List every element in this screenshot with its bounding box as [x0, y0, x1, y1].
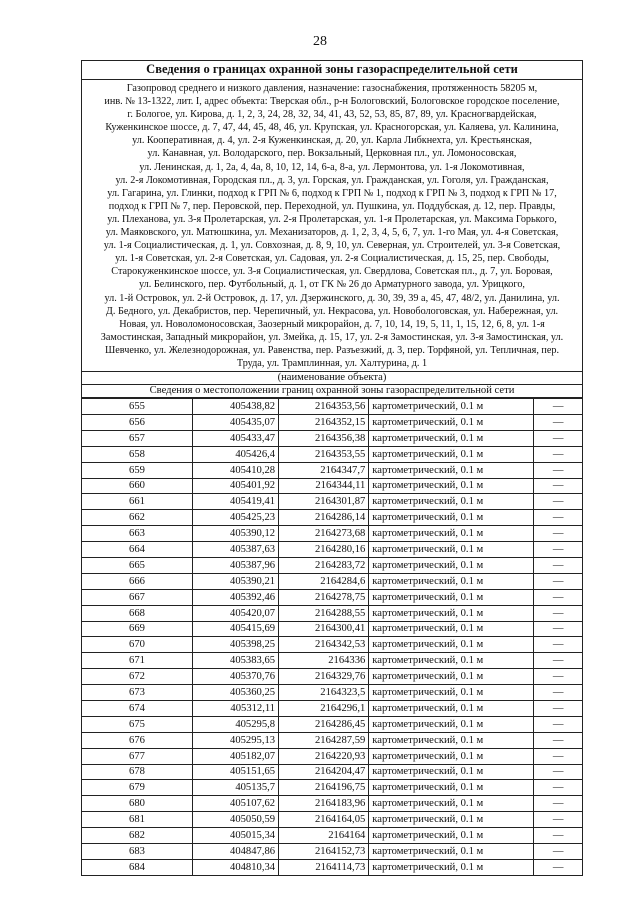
- x-coordinate-cell: 405360,25: [192, 685, 278, 701]
- method-cell: картометрический, 0.1 м: [369, 542, 534, 558]
- coordinates-table: [81, 398, 583, 876]
- table-row: [82, 812, 583, 828]
- location-caption: Сведения о местоположении границ охранной зоны газораспределительной сети: [81, 385, 583, 398]
- method-cell: картометрический, 0.1 м: [369, 764, 534, 780]
- point-number-cell: 673: [82, 685, 193, 701]
- point-number-cell: 656: [82, 414, 193, 430]
- table-row: [82, 780, 583, 796]
- description-line: Д. Бедного, ул. Декабристов, пер. Черепичный, ул. Некрасова, ул. Новобологовская, ул. Набережная, ул.: [105, 305, 559, 317]
- y-coordinate-cell: 2164164,05: [279, 812, 369, 828]
- y-coordinate-cell: 2164280,16: [279, 542, 369, 558]
- method-cell: картометрический, 0.1 м: [369, 859, 534, 875]
- dash-cell: —: [534, 716, 583, 732]
- dash-cell: —: [534, 462, 583, 478]
- point-number-cell: 670: [82, 637, 193, 653]
- x-coordinate-cell: 405392,46: [192, 589, 278, 605]
- point-number-cell: 682: [82, 828, 193, 844]
- y-coordinate-cell: 2164329,76: [279, 669, 369, 685]
- table-row: [82, 653, 583, 669]
- table-row: [82, 605, 583, 621]
- description-line: Газопровод среднего и низкого давления, назначение: газоснабжения, протяженность 58205 м,: [126, 83, 538, 94]
- method-cell: картометрический, 0.1 м: [369, 828, 534, 844]
- method-cell: картометрический, 0.1 м: [369, 573, 534, 589]
- y-coordinate-cell: 2164336: [279, 653, 369, 669]
- method-cell: картометрический, 0.1 м: [369, 430, 534, 446]
- table-row: [82, 542, 583, 558]
- method-cell: картометрический, 0.1 м: [369, 653, 534, 669]
- description-line: Труда, ул. Трамплинная, ул. Халтурина, д. 1: [236, 357, 428, 369]
- table-row: [82, 446, 583, 462]
- table-row: [82, 414, 583, 430]
- dash-cell: —: [534, 685, 583, 701]
- description-line: ул. Маяковского, ул. Матюшкина, ул. Механизаторов, д. 1, 2, 3, 4, 5, 6, 7, ул. 1-го Мая, ул. 4-я Советская,: [105, 227, 559, 239]
- table-row: [82, 859, 583, 875]
- dash-cell: —: [534, 653, 583, 669]
- table-row: [82, 478, 583, 494]
- point-number-cell: 684: [82, 859, 193, 875]
- point-number-cell: 657: [82, 430, 193, 446]
- dash-cell: —: [534, 510, 583, 526]
- x-coordinate-cell: 405433,47: [192, 430, 278, 446]
- method-cell: картометрический, 0.1 м: [369, 589, 534, 605]
- table-row: [82, 399, 583, 415]
- dash-cell: —: [534, 446, 583, 462]
- y-coordinate-cell: 2164164: [279, 828, 369, 844]
- y-coordinate-cell: 2164347,7: [279, 462, 369, 478]
- x-coordinate-cell: 405151,65: [192, 764, 278, 780]
- dash-cell: —: [534, 764, 583, 780]
- x-coordinate-cell: 405435,07: [192, 414, 278, 430]
- method-cell: картометрический, 0.1 м: [369, 557, 534, 573]
- dash-cell: —: [534, 859, 583, 875]
- dash-cell: —: [534, 669, 583, 685]
- description-line: инв. № 13-1322, лит. I, адрес объекта: Тверская обл., р-н Бологовский, Бологовское городское поселение,: [104, 96, 560, 108]
- table-row: [82, 573, 583, 589]
- table-row: [82, 589, 583, 605]
- x-coordinate-cell: 405107,62: [192, 796, 278, 812]
- table-row: [82, 748, 583, 764]
- x-coordinate-cell: 405050,59: [192, 812, 278, 828]
- point-number-cell: 665: [82, 557, 193, 573]
- method-cell: картометрический, 0.1 м: [369, 780, 534, 796]
- table-row: [82, 796, 583, 812]
- dash-cell: —: [534, 780, 583, 796]
- y-coordinate-cell: 2164300,41: [279, 621, 369, 637]
- x-coordinate-cell: 405387,63: [192, 542, 278, 558]
- method-cell: картометрический, 0.1 м: [369, 732, 534, 748]
- description-line: ул. Плеханова, ул. 3-я Пролетарская, ул. 2-я Пролетарская, ул. 1-я Пролетарская, ул. Максима Горького,: [107, 213, 557, 225]
- point-number-cell: 668: [82, 605, 193, 621]
- y-coordinate-cell: 2164284,6: [279, 573, 369, 589]
- object-description: [81, 80, 583, 372]
- y-coordinate-cell: 2164286,45: [279, 716, 369, 732]
- method-cell: картометрический, 0.1 м: [369, 510, 534, 526]
- description-line: ул. Канавная, ул. Володарского, пер. Вокзальный, Церковная пл., ул. Ломоносовская,: [147, 148, 517, 160]
- dash-cell: —: [534, 557, 583, 573]
- y-coordinate-cell: 2164204,47: [279, 764, 369, 780]
- y-coordinate-cell: 2164196,75: [279, 780, 369, 796]
- table-row: [82, 685, 583, 701]
- table-row: [82, 764, 583, 780]
- point-number-cell: 663: [82, 526, 193, 542]
- point-number-cell: 676: [82, 732, 193, 748]
- y-coordinate-cell: 2164301,87: [279, 494, 369, 510]
- point-number-cell: 664: [82, 542, 193, 558]
- table-row: [82, 557, 583, 573]
- dash-cell: —: [534, 796, 583, 812]
- x-coordinate-cell: 405438,82: [192, 399, 278, 415]
- description-line: ул. 1-й Островок, ул. 2-й Островок, д. 17, ул. Дзержинского, д. 30, 39, 39 а, 45, 47, 48/2, ул. Данилина, ул.: [104, 292, 560, 304]
- point-number-cell: 655: [82, 399, 193, 415]
- method-cell: картометрический, 0.1 м: [369, 796, 534, 812]
- point-number-cell: 683: [82, 844, 193, 860]
- table-row: [82, 621, 583, 637]
- dash-cell: —: [534, 399, 583, 415]
- x-coordinate-cell: 405390,12: [192, 526, 278, 542]
- x-coordinate-cell: 405415,69: [192, 621, 278, 637]
- method-cell: картометрический, 0.1 м: [369, 844, 534, 860]
- y-coordinate-cell: 2164344,11: [279, 478, 369, 494]
- y-coordinate-cell: 2164342,53: [279, 637, 369, 653]
- point-number-cell: 669: [82, 621, 193, 637]
- x-coordinate-cell: 405398,25: [192, 637, 278, 653]
- x-coordinate-cell: 405383,65: [192, 653, 278, 669]
- method-cell: картометрический, 0.1 м: [369, 748, 534, 764]
- description-line: Замостинская, Западный микрорайон, ул. Змейка, д. 15, 17, ул. 2-я Замостинская, ул. 3-я Замостинская, ул.: [100, 331, 564, 343]
- x-coordinate-cell: 405420,07: [192, 605, 278, 621]
- point-number-cell: 659: [82, 462, 193, 478]
- description-line: ул. Белинского, пер. Футбольный, д. 1, от ГК № 26 до Арматурного завода, ул. Урицкого,: [139, 279, 525, 291]
- dash-cell: —: [534, 621, 583, 637]
- y-coordinate-cell: 2164288,55: [279, 605, 369, 621]
- description-line: Куженкинское шоссе, д. 7, 47, 44, 45, 48, 46, ул. Крупская, ул. Красногорская, ул. Каляева, ул. Калинина,: [105, 122, 559, 134]
- point-number-cell: 681: [82, 812, 193, 828]
- dash-cell: —: [534, 494, 583, 510]
- point-number-cell: 658: [82, 446, 193, 462]
- method-cell: картометрический, 0.1 м: [369, 700, 534, 716]
- x-coordinate-cell: 405295,13: [192, 732, 278, 748]
- description-line: ул. Кооперативная, д. 4, ул. 2-я Куженкинская, д. 20, ул. Карла Либкнехта, ул. Крестьянская,: [132, 135, 532, 147]
- point-number-cell: 672: [82, 669, 193, 685]
- method-cell: картометрический, 0.1 м: [369, 669, 534, 685]
- description-line: Старокуженкинское шоссе, ул. 3-я Социалистическая, ул. Свердлова, Советская пл., д. 7, ул. Боровая,: [111, 266, 553, 278]
- point-number-cell: 660: [82, 478, 193, 494]
- dash-cell: —: [534, 542, 583, 558]
- description-line: г. Бологое, ул. Кирова, д. 1, 2, 3, 24, 28, 32, 34, 41, 43, 52, 53, 85, 87, 89, ул. Красногвардейская,: [127, 109, 537, 121]
- y-coordinate-cell: 2164323,5: [279, 685, 369, 701]
- x-coordinate-cell: 405015,34: [192, 828, 278, 844]
- table-row: [82, 700, 583, 716]
- point-number-cell: 678: [82, 764, 193, 780]
- x-coordinate-cell: 405410,28: [192, 462, 278, 478]
- dash-cell: —: [534, 605, 583, 621]
- point-number-cell: 677: [82, 748, 193, 764]
- dash-cell: —: [534, 748, 583, 764]
- description-line: Новая, ул. Новоломоносовская, Заозерный микрорайон, д. 7, 10, 14, 19, 5, 11, 1, 15, 12, 6, 8, ул. 1-я: [119, 318, 545, 330]
- y-coordinate-cell: 2164183,96: [279, 796, 369, 812]
- x-coordinate-cell: 405312,11: [192, 700, 278, 716]
- x-coordinate-cell: 405182,07: [192, 748, 278, 764]
- dash-cell: —: [534, 478, 583, 494]
- description-line: ул. Гагарина, ул. Глинки, подход к ГРП № 6, подход к ГРП № 1, подход к ГРП № 3, подход к ГРП № 17,: [107, 187, 557, 199]
- table-row: [82, 494, 583, 510]
- y-coordinate-cell: 2164352,15: [279, 414, 369, 430]
- table-row: [82, 462, 583, 478]
- dash-cell: —: [534, 828, 583, 844]
- y-coordinate-cell: 2164287,59: [279, 732, 369, 748]
- x-coordinate-cell: 405425,23: [192, 510, 278, 526]
- x-coordinate-cell: 405135,7: [192, 780, 278, 796]
- x-coordinate-cell: 405390,21: [192, 573, 278, 589]
- description-line: ул. 1-я Советская, ул. 2-я Советская, ул. Садовая, ул. 2-я Социалистическая, д. 15, 25, пер. Свободы,: [115, 253, 549, 265]
- table-row: [82, 716, 583, 732]
- method-cell: картометрический, 0.1 м: [369, 685, 534, 701]
- method-cell: картометрический, 0.1 м: [369, 526, 534, 542]
- x-coordinate-cell: 405295,8: [192, 716, 278, 732]
- method-cell: картометрический, 0.1 м: [369, 812, 534, 828]
- dash-cell: —: [534, 526, 583, 542]
- page-number: 28: [313, 34, 327, 49]
- method-cell: картометрический, 0.1 м: [369, 462, 534, 478]
- method-cell: картометрический, 0.1 м: [369, 637, 534, 653]
- dash-cell: —: [534, 812, 583, 828]
- x-coordinate-cell: 404847,86: [192, 844, 278, 860]
- point-number-cell: 667: [82, 589, 193, 605]
- method-cell: картометрический, 0.1 м: [369, 446, 534, 462]
- description-line: Шевченко, ул. Железнодорожная, ул. Равенства, пер. Разъезжий, д. 3, пер. Торфяной, ул. Тепличная, пер.: [104, 344, 560, 356]
- point-number-cell: 675: [82, 716, 193, 732]
- y-coordinate-cell: 2164353,56: [279, 399, 369, 415]
- table-row: [82, 510, 583, 526]
- y-coordinate-cell: 2164114,73: [279, 859, 369, 875]
- y-coordinate-cell: 2164296,1: [279, 700, 369, 716]
- dash-cell: —: [534, 637, 583, 653]
- description-line: ул. 1-я Социалистическая, д. 1, ул. Совхозная, д. 8, 9, 10, ул. Северная, ул. Строителей, ул. 3-я Советская,: [103, 240, 561, 252]
- method-cell: картометрический, 0.1 м: [369, 494, 534, 510]
- point-number-cell: 680: [82, 796, 193, 812]
- method-cell: картометрический, 0.1 м: [369, 478, 534, 494]
- x-coordinate-cell: 405401,92: [192, 478, 278, 494]
- table-row: [82, 828, 583, 844]
- method-cell: картометрический, 0.1 м: [369, 414, 534, 430]
- y-coordinate-cell: 2164286,14: [279, 510, 369, 526]
- point-number-cell: 662: [82, 510, 193, 526]
- point-number-cell: 674: [82, 700, 193, 716]
- dash-cell: —: [534, 414, 583, 430]
- table-row: [82, 669, 583, 685]
- object-caption: (наименование объекта): [81, 372, 583, 385]
- y-coordinate-cell: 2164220,93: [279, 748, 369, 764]
- y-coordinate-cell: 2164273,68: [279, 526, 369, 542]
- x-coordinate-cell: 405426,4: [192, 446, 278, 462]
- y-coordinate-cell: 2164353,55: [279, 446, 369, 462]
- description-line: ул. 2-я Локомотивная, Городская пл., д. 3, ул. Горская, ул. Гражданская, ул. Гоголя, ул. Гражданская,: [115, 174, 549, 186]
- point-number-cell: 661: [82, 494, 193, 510]
- description-line: подход к ГРП № 7, пер. Перовской, пер. Переходной, ул. Пушкина, ул. Поддубская, д. 12, пер. Правды,: [108, 200, 556, 212]
- table-row: [82, 430, 583, 446]
- dash-cell: —: [534, 732, 583, 748]
- method-cell: картометрический, 0.1 м: [369, 399, 534, 415]
- y-coordinate-cell: 2164152,73: [279, 844, 369, 860]
- y-coordinate-cell: 2164278,75: [279, 589, 369, 605]
- x-coordinate-cell: 405370,76: [192, 669, 278, 685]
- description-line: ул. Ленинская, д. 1, 2а, 4, 4а, 8, 10, 12, 14, 6-а, 8-а, ул. Лермонтова, ул. 1-я Локомотивная,: [139, 161, 525, 173]
- table-row: [82, 732, 583, 748]
- dash-cell: —: [534, 844, 583, 860]
- method-cell: картометрический, 0.1 м: [369, 605, 534, 621]
- table-row: [82, 526, 583, 542]
- dash-cell: —: [534, 700, 583, 716]
- x-coordinate-cell: 405419,41: [192, 494, 278, 510]
- method-cell: картометрический, 0.1 м: [369, 621, 534, 637]
- x-coordinate-cell: 404810,34: [192, 859, 278, 875]
- table-row: [82, 844, 583, 860]
- point-number-cell: 671: [82, 653, 193, 669]
- table-row: [82, 637, 583, 653]
- y-coordinate-cell: 2164283,72: [279, 557, 369, 573]
- dash-cell: —: [534, 430, 583, 446]
- section-title: Сведения о границах охранной зоны газораспределительной сети: [81, 60, 583, 80]
- dash-cell: —: [534, 589, 583, 605]
- point-number-cell: 679: [82, 780, 193, 796]
- x-coordinate-cell: 405387,96: [192, 557, 278, 573]
- point-number-cell: 666: [82, 573, 193, 589]
- y-coordinate-cell: 2164356,38: [279, 430, 369, 446]
- document-sheet: [81, 60, 583, 876]
- method-cell: картометрический, 0.1 м: [369, 716, 534, 732]
- dash-cell: —: [534, 573, 583, 589]
